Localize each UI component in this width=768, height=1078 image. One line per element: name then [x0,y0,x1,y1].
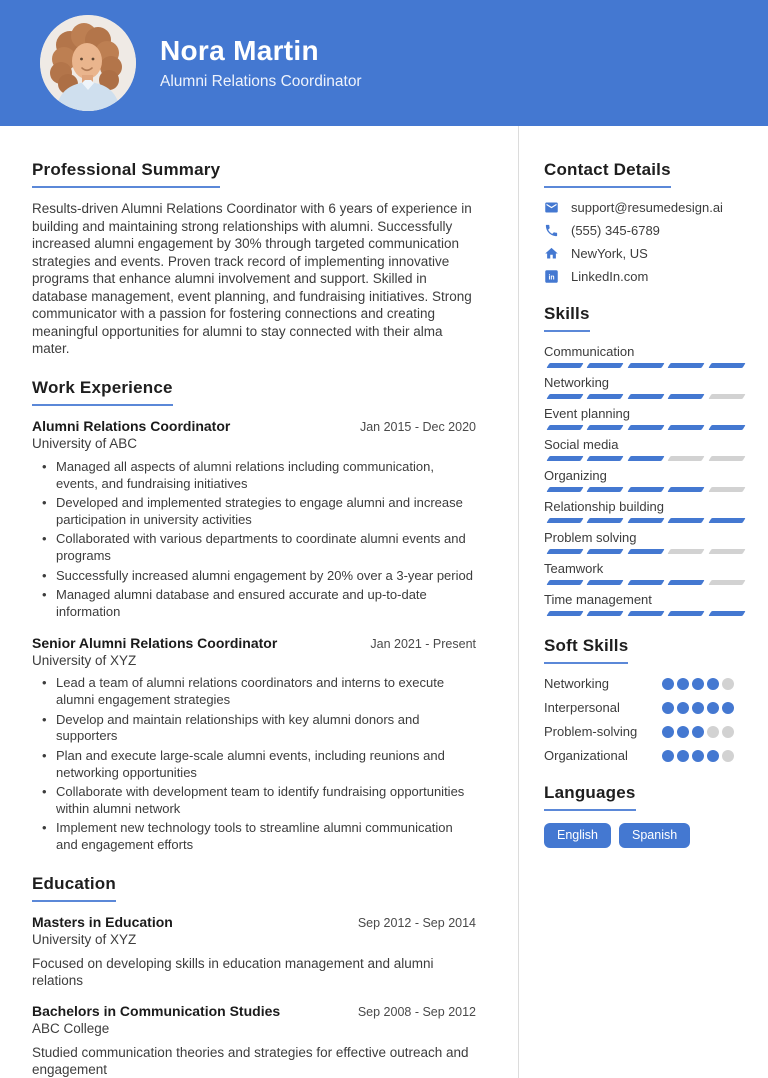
skill-level-segment [587,549,625,554]
phone-icon [544,223,559,238]
language-pill: English [544,823,611,848]
skill-level-bar [544,487,748,492]
skill-level-segment [708,456,746,461]
skill-level-segment [708,518,746,523]
soft-skill-level-dot [707,750,719,762]
skill-level-segment [546,456,584,461]
skill-level-segment [668,456,706,461]
skill-level-segment [627,549,665,554]
skill-level-segment [708,394,746,399]
soft-skill-level-dot [692,750,704,762]
soft-skill-name: Organizational [544,748,628,763]
skill-item [544,406,748,430]
soft-skill-level-dots [662,702,734,714]
degree-title: Masters in Education [32,913,173,930]
skill-level-bar [544,363,748,368]
job-bullet: • Successfully increased alumni engagement by 20% over a 3-year period [42,568,476,585]
contact-section [544,160,748,284]
job-dates: Jan 2015 - Dec 2020 [359,419,476,434]
contact-item [544,269,748,284]
soft-skill-level-dot [677,750,689,762]
experience-heading: Work Experience [32,378,173,406]
column-divider [518,126,519,1078]
skill-level-segment [546,487,584,492]
skill-level-segment [627,611,665,616]
skill-item [544,468,748,492]
skill-level-bar [544,580,748,585]
soft-skill-level-dot [677,678,689,690]
education-section [32,874,476,1078]
job-bullet: • Implement new technology tools to streamline alumni communication and engagement efforts [42,820,476,853]
skill-level-segment [627,394,665,399]
soft-skills-section [544,636,748,763]
skill-level-bar [544,456,748,461]
skill-level-segment [587,487,625,492]
skill-level-bar [544,611,748,616]
skill-name: Social media [544,437,619,452]
skill-name: Event planning [544,406,631,421]
skill-level-bar [544,425,748,430]
education-school: University of XYZ [32,931,137,947]
skill-name: Organizing [544,468,607,483]
skill-level-segment [668,363,706,368]
soft-skills-heading: Soft Skills [544,636,628,664]
skill-level-segment [627,518,665,523]
skill-item [544,437,748,461]
soft-skill-level-dot [707,726,719,738]
contact-text[interactable]: support@resumedesign.ai [571,200,723,215]
skill-level-bar [544,518,748,523]
avatar [40,15,136,111]
experience-section [32,378,476,854]
job-bullet: • Managed all aspects of alumni relations including communication, events, and fundraising initiatives [42,459,476,492]
skill-level-segment [668,394,706,399]
skill-level-segment [587,425,625,430]
job-bullet: • Collaborate with development team to identify fundraising opportunities within alumni network [42,784,476,817]
soft-skill-item [544,700,748,715]
soft-skill-level-dots [662,678,734,690]
job-title: Senior Alumni Relations Coordinator [32,634,278,651]
job-entry [32,635,476,854]
soft-skill-level-dot [722,678,734,690]
education-description: Focused on developing skills in education management and alumni relations [32,955,434,988]
languages-section [544,783,748,848]
portrait-photo-icon [40,15,136,111]
job-bullet: • Developed and implemented strategies to engage alumni and increase participation in university activities [42,495,476,528]
job-header [32,635,476,651]
education-description: Studied communication theories and strategies for effective outreach and engagement [32,1044,469,1078]
home-icon [544,246,559,261]
job-company: University of ABC [32,436,138,452]
person-name: Nora Martin [160,35,319,66]
skill-name: Teamwork [544,561,604,576]
language-pill: Spanish [619,823,690,848]
skill-level-segment [546,611,584,616]
soft-skill-level-dot [662,726,674,738]
skill-level-bar [544,549,748,554]
skill-level-segment [668,580,706,585]
skill-level-segment [587,611,625,616]
job-company: University of XYZ [32,652,137,668]
soft-skill-level-dots [662,750,734,762]
job-list [32,418,476,854]
summary-text: Results-driven Alumni Relations Coordinator with 6 years of experience in building and maintaining strong relationships with alumni. Successfully increased alumni engagement by 30% through targeted communication strategies and events. Proven track record of implementing innovative programs that enhance alumni involvement and support. Skilled in database management, event planning, and fundraising initiatives. Strong communicator with a passion for fostering connections and creating meaningful opportunities for alumni to stay connected with their alma mater. [32,201,472,357]
skill-item [544,530,748,554]
skill-level-segment [668,518,706,523]
skill-level-segment [546,394,584,399]
job-bullet: • Plan and execute large-scale alumni events, including reunions and networking opportunities [42,748,476,781]
soft-skill-level-dot [692,702,704,714]
skill-level-segment [708,549,746,554]
soft-skill-name: Interpersonal [544,700,620,715]
soft-skill-level-dot [677,726,689,738]
contact-item [544,200,748,215]
skill-level-segment [587,394,625,399]
soft-skill-level-dot [722,750,734,762]
contact-item [544,246,748,261]
skill-name: Communication [544,344,635,359]
soft-skill-level-dot [662,702,674,714]
skill-item [544,592,748,616]
skill-level-bar [544,394,748,399]
skill-level-segment [627,456,665,461]
soft-skill-item [544,676,748,691]
soft-skill-level-dot [722,726,734,738]
summary-heading: Professional Summary [32,160,220,188]
soft-skill-level-dot [662,750,674,762]
job-bullets [32,675,476,853]
main-column [32,160,476,1078]
skill-level-segment [546,425,584,430]
job-entry [32,418,476,621]
skills-heading: Skills [544,304,590,332]
job-bullet: • Managed alumni database and ensured accurate and up-to-date information [42,587,476,620]
sidebar-column [544,160,748,868]
soft-skill-name: Problem-solving [544,724,638,739]
skill-level-segment [546,580,584,585]
education-header [32,1003,476,1019]
education-dates: Sep 2008 - Sep 2012 [357,1004,476,1019]
skill-name: Problem solving [544,530,637,545]
contact-heading: Contact Details [544,160,671,188]
skill-item [544,375,748,399]
person-job-title: Alumni Relations Coordinator [160,73,362,90]
education-school: ABC College [32,1021,110,1037]
skill-level-segment [668,425,706,430]
contact-text[interactable]: LinkedIn.com [571,269,649,284]
soft-skill-level-dots [662,726,734,738]
soft-skills-list [544,676,748,763]
email-icon [544,200,559,215]
skill-level-segment [708,487,746,492]
skill-name: Time management [544,592,652,607]
soft-skill-level-dot [662,678,674,690]
skill-level-segment [668,549,706,554]
soft-skill-level-dot [692,726,704,738]
contact-list [544,200,748,284]
soft-skill-level-dot [692,678,704,690]
skill-level-segment [587,580,625,585]
skills-list [544,344,748,616]
skill-item [544,344,748,368]
skill-level-segment [546,363,584,368]
skill-level-segment [587,518,625,523]
soft-skill-item [544,724,748,739]
skill-level-segment [587,363,625,368]
skill-level-segment [627,487,665,492]
skill-item [544,499,748,523]
job-bullets [32,459,476,621]
skill-name: Networking [544,375,610,390]
skill-level-segment [627,425,665,430]
contact-text: NewYork, US [571,246,648,261]
soft-skill-level-dot [722,702,734,714]
skill-item [544,561,748,585]
soft-skill-level-dot [677,702,689,714]
job-header [32,418,476,434]
resume-header [0,0,768,126]
skill-level-segment [668,611,706,616]
languages-list [544,823,748,848]
education-header [32,914,476,930]
soft-skill-name: Networking [544,676,610,691]
skill-level-segment [668,487,706,492]
soft-skill-level-dot [707,702,719,714]
contact-item [544,223,748,238]
skill-level-segment [627,363,665,368]
job-bullet: • Collaborated with various departments to coordinate alumni events and programs [42,531,476,564]
skill-level-segment [587,456,625,461]
job-dates: Jan 2021 - Present [370,636,476,651]
soft-skill-level-dot [707,678,719,690]
job-bullet: • Lead a team of alumni relations coordinators and interns to execute alumni engagement strategies [42,675,476,708]
skills-section [544,304,748,616]
skill-level-segment [546,549,584,554]
education-list [32,914,476,1078]
linkedin-icon [544,269,559,284]
identity-block [160,35,362,91]
job-bullet: • Develop and maintain relationships with key alumni donors and supporters [42,712,476,745]
svg-text:in: in [548,274,555,282]
contact-text[interactable]: (555) 345-6789 [571,223,660,238]
education-entry [32,1003,476,1078]
skill-name: Relationship building [544,499,664,514]
education-entry [32,914,476,989]
summary-section [32,160,476,358]
skill-level-segment [708,425,746,430]
skill-level-segment [627,580,665,585]
skill-level-segment [708,611,746,616]
skill-level-segment [546,518,584,523]
skill-level-segment [708,580,746,585]
degree-title: Bachelors in Communication Studies [32,1002,281,1019]
skill-level-segment [708,363,746,368]
soft-skill-item [544,748,748,763]
education-heading: Education [32,874,116,902]
job-title: Alumni Relations Coordinator [32,417,231,434]
languages-heading: Languages [544,783,636,811]
education-dates: Sep 2012 - Sep 2014 [357,915,476,930]
